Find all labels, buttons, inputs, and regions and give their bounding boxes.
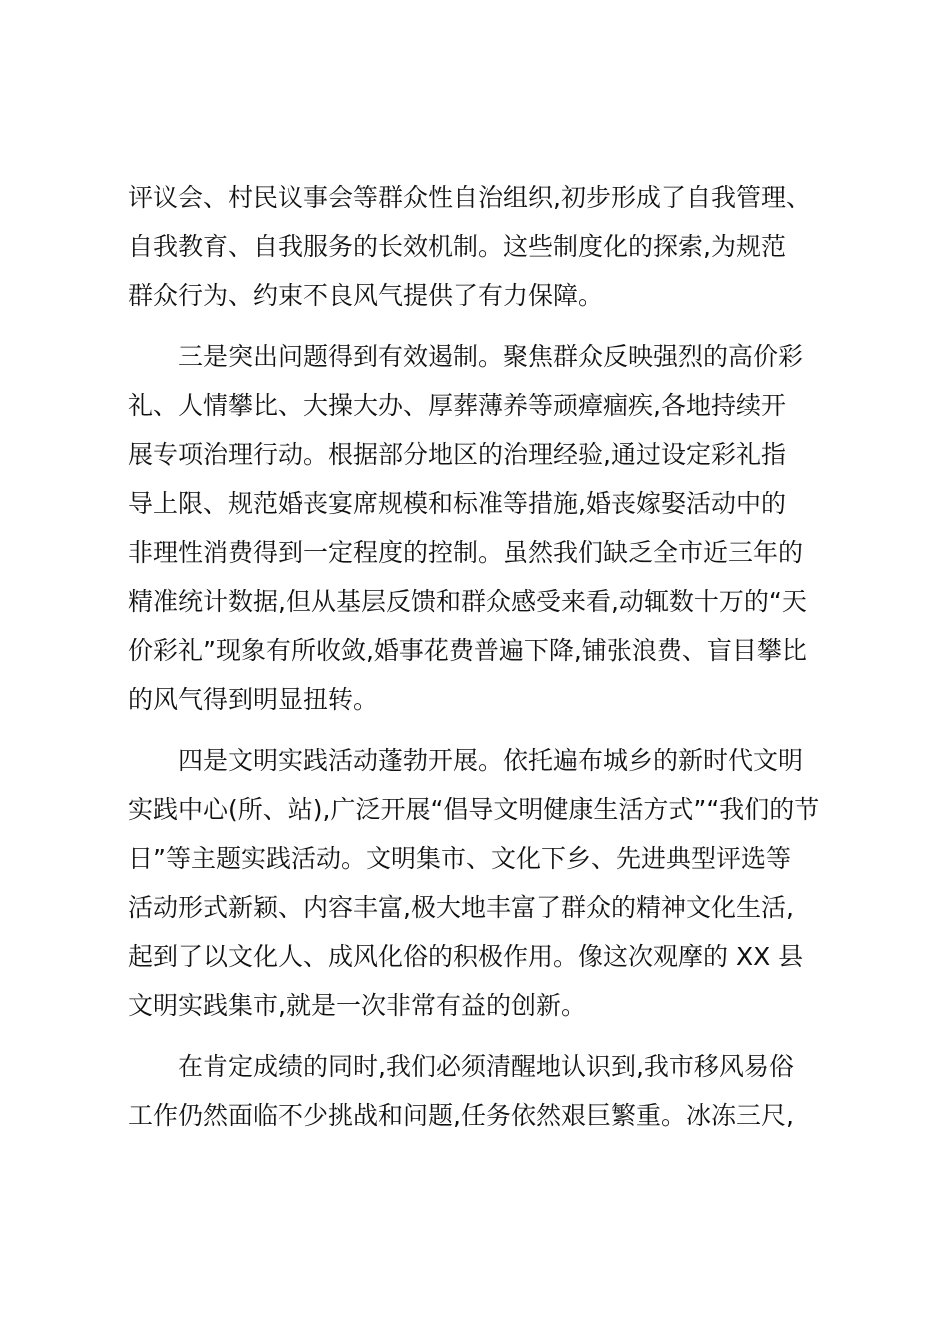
paragraph-line: 导上限、规范婚丧宴席规模和标准等措施,婚丧嫁娶活动中的	[128, 489, 786, 518]
paragraph-spacer	[128, 1030, 828, 1042]
paragraph-first-line: 在肯定成绩的同时,我们必须清醒地认识到,我市移风易俗	[178, 1052, 794, 1081]
paragraph-line: 非理性消费得到一定程度的控制。虽然我们缺乏全市近三年的	[128, 538, 804, 567]
paragraph-line: 工作仍然面临不少挑战和问题,任务依然艰巨繁重。冰冻三尺,	[128, 1101, 794, 1130]
paragraph	[128, 173, 828, 320]
paragraph-line: 精准统计数据,但从基层反馈和群众感受来看,动辄数十万的“天	[128, 587, 807, 616]
document-body	[128, 173, 828, 1140]
paragraph-line: 的风气得到明显扭转。	[128, 685, 379, 714]
paragraph-line: 群众行为、约束不良风气提供了有力保障。	[128, 281, 604, 310]
paragraph-line: 评议会、村民议事会等群众性自治组织,初步形成了自我管理、	[128, 183, 811, 212]
paragraph-spacer	[128, 724, 828, 736]
paragraph-line: 礼、人情攀比、大操大办、厚葬薄养等顽瘴痼疾,各地持续开	[128, 391, 786, 420]
paragraph	[128, 736, 828, 1030]
paragraph	[128, 332, 828, 724]
paragraph-line: 自我教育、自我服务的长效机制。这些制度化的探索,为规范	[128, 232, 786, 261]
paragraph-line: 日”等主题实践活动。文明集市、文化下乡、先进典型评选等	[128, 844, 791, 873]
paragraph-line: 实践中心(所、站),广泛开展“倡导文明健康生活方式”“我们的节	[128, 795, 820, 824]
paragraph-line: 展专项治理行动。根据部分地区的治理经验,通过设定彩礼指	[128, 440, 786, 469]
paragraph-line: 文明实践集市,就是一次非常有益的创新。	[128, 991, 586, 1020]
paragraph-first-line: 三是突出问题得到有效遏制。聚焦群众反映强烈的高价彩	[178, 342, 804, 371]
paragraph	[128, 1042, 828, 1140]
paragraph-line: 价彩礼”现象有所收敛,婚事花费普遍下降,铺张浪费、盲目攀比	[128, 636, 807, 665]
paragraph-line: 起到了以文化人、成风化俗的积极作用。像这次观摩的 XX 县	[128, 942, 804, 971]
paragraph-spacer	[128, 320, 828, 332]
paragraph-line: 活动形式新颖、内容丰富,极大地丰富了群众的精神文化生活,	[128, 893, 794, 922]
paragraph-first-line: 四是文明实践活动蓬勃开展。依托遍布城乡的新时代文明	[178, 746, 804, 775]
